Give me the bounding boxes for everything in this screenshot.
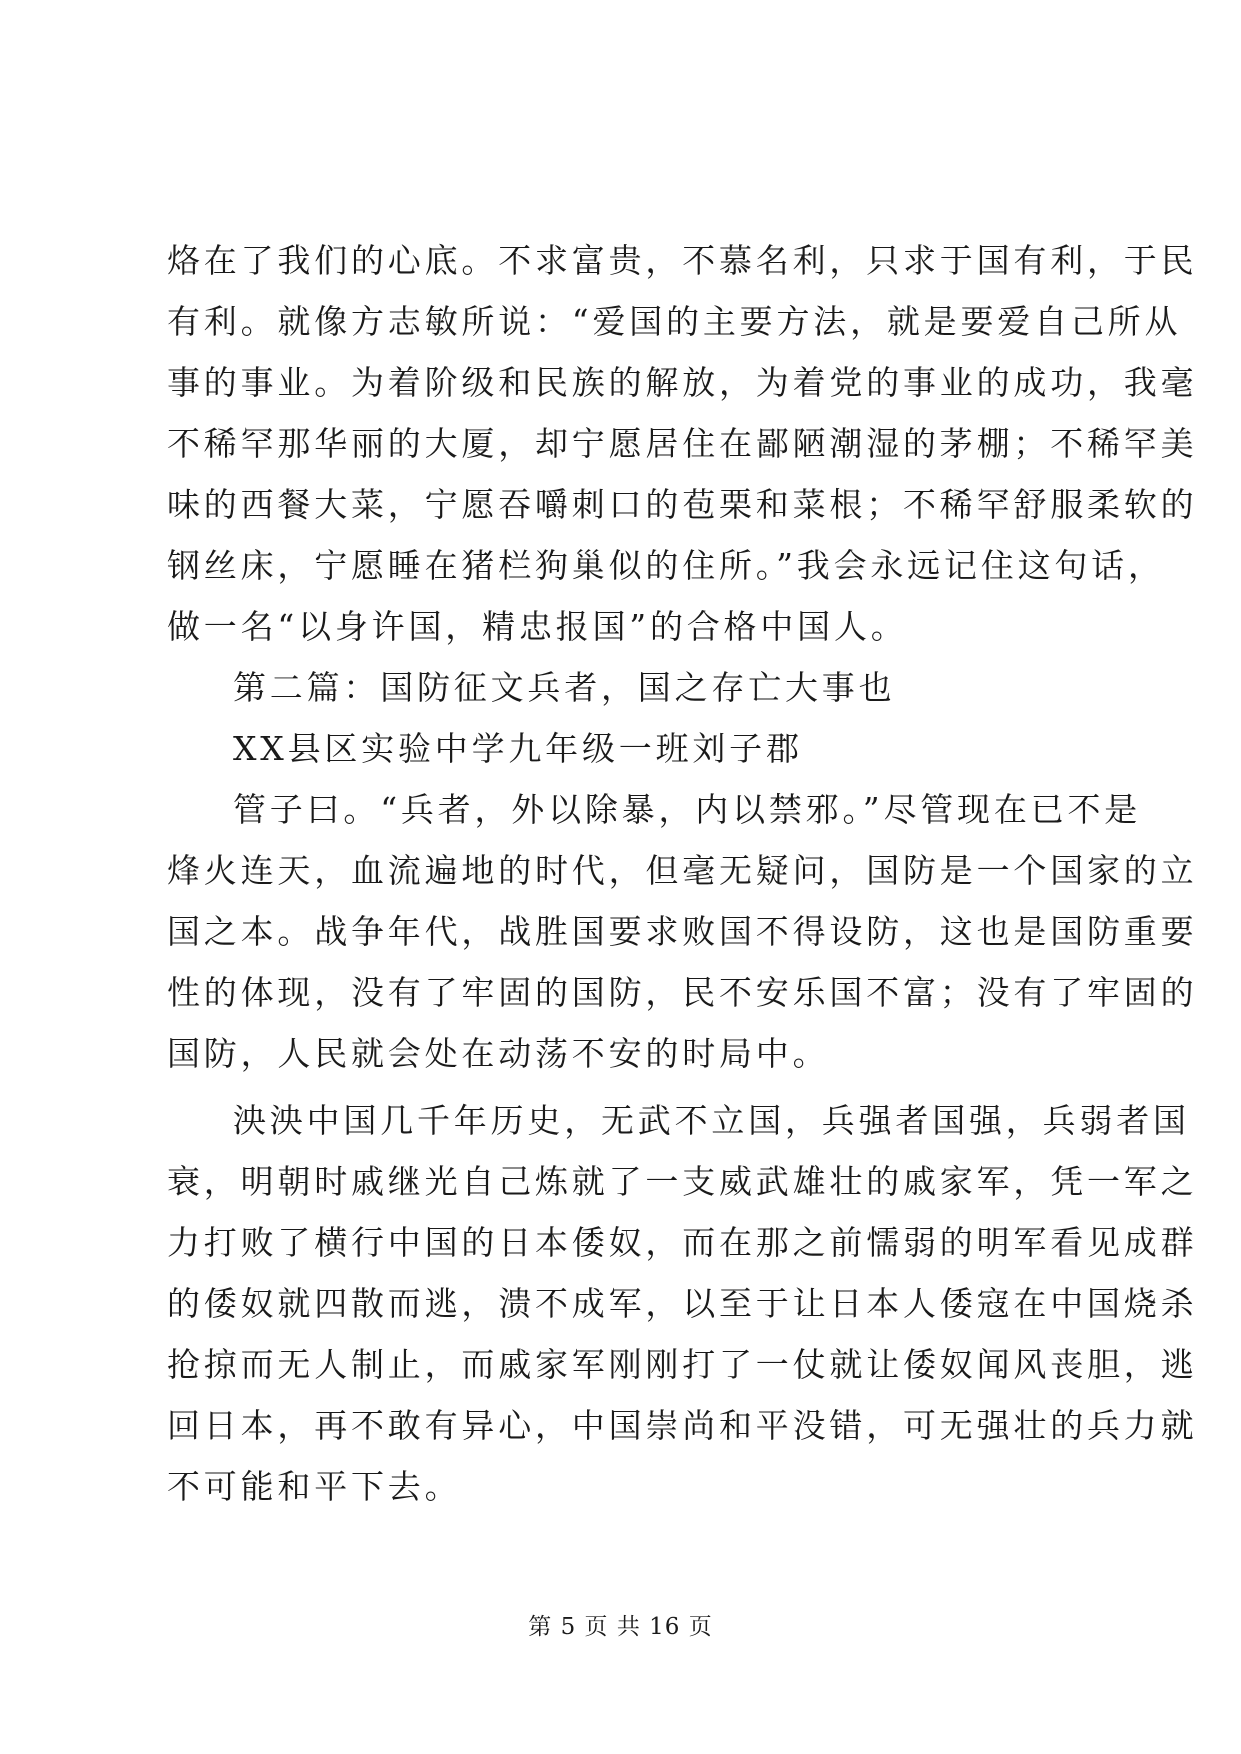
text-line: 泱泱中国几千年历史，无武不立国，兵强者国强，兵弱者国 — [233, 1101, 1190, 1140]
text-line: 钢丝床，宁愿睡在猪栏狗巢似的住所。”我会永远记住这句话， — [167, 546, 1165, 585]
text-line: 性的体现，没有了牢固的国防，民不安乐国不富；没有了牢固的 — [167, 973, 1198, 1012]
paragraph-3 — [167, 1090, 1198, 1517]
text-line: 不稀罕那华丽的大厦，却宁愿居住在鄙陋潮湿的茅棚；不稀罕美 — [167, 424, 1198, 463]
author-byline: XX县区实验中学九年级一班刘子郡 — [233, 729, 803, 768]
text-line: 抢掠而无人制止，而戚家军刚刚打了一仗就让倭奴闻风丧胆，逃 — [167, 1345, 1198, 1384]
text-line: 味的西餐大菜，宁愿吞嚼刺口的苞栗和菜根；不稀罕舒服柔软的 — [167, 485, 1198, 524]
text-line: 做一名“以身许国，精忠报国”的合格中国人。 — [167, 607, 908, 646]
document-body — [167, 230, 1198, 1517]
text-line: 管子曰。“兵者，外以除暴，内以禁邪。”尽管现在已不是 — [233, 790, 1142, 829]
section-title: 第二篇：国防征文兵者，国之存亡大事也 — [233, 668, 896, 707]
text-line: 不可能和平下去。 — [167, 1467, 462, 1506]
text-line: 的倭奴就四散而逃，溃不成军，以至于让日本人倭寇在中国烧杀 — [167, 1284, 1198, 1323]
author-line — [167, 718, 1087, 779]
paragraph-1 — [167, 230, 1198, 657]
text-line: 力打败了横行中国的日本倭奴，而在那之前懦弱的明军看见成群 — [167, 1223, 1198, 1262]
text-line: 衰，明朝时戚继光自己炼就了一支威武雄壮的戚家军，凭一军之 — [167, 1162, 1198, 1201]
text-line: 国防，人民就会处在动荡不安的时局中。 — [167, 1034, 830, 1073]
page-number-footer: 第 5 页 共 16 页 — [528, 1614, 713, 1640]
text-line: 回日本，再不敢有异心，中国崇尚和平没错，可无强壮的兵力就 — [167, 1406, 1198, 1445]
text-line: 事的事业。为着阶级和民族的解放，为着党的事业的成功，我毫 — [167, 363, 1198, 402]
section-heading — [167, 657, 1087, 718]
text-line: 烽火连天，血流遍地的时代，但毫无疑问，国防是一个国家的立 — [167, 851, 1198, 890]
text-line: 有利。就像方志敏所说：“爱国的主要方法，就是要爱自己所从 — [167, 302, 1182, 341]
text-line: 国之本。战争年代，战胜国要求败国不得设防，这也是国防重要 — [167, 912, 1198, 951]
text-line: 烙在了我们的心底。不求富贵，不慕名利，只求于国有利，于民 — [167, 241, 1198, 280]
paragraph-2 — [167, 779, 1198, 1084]
